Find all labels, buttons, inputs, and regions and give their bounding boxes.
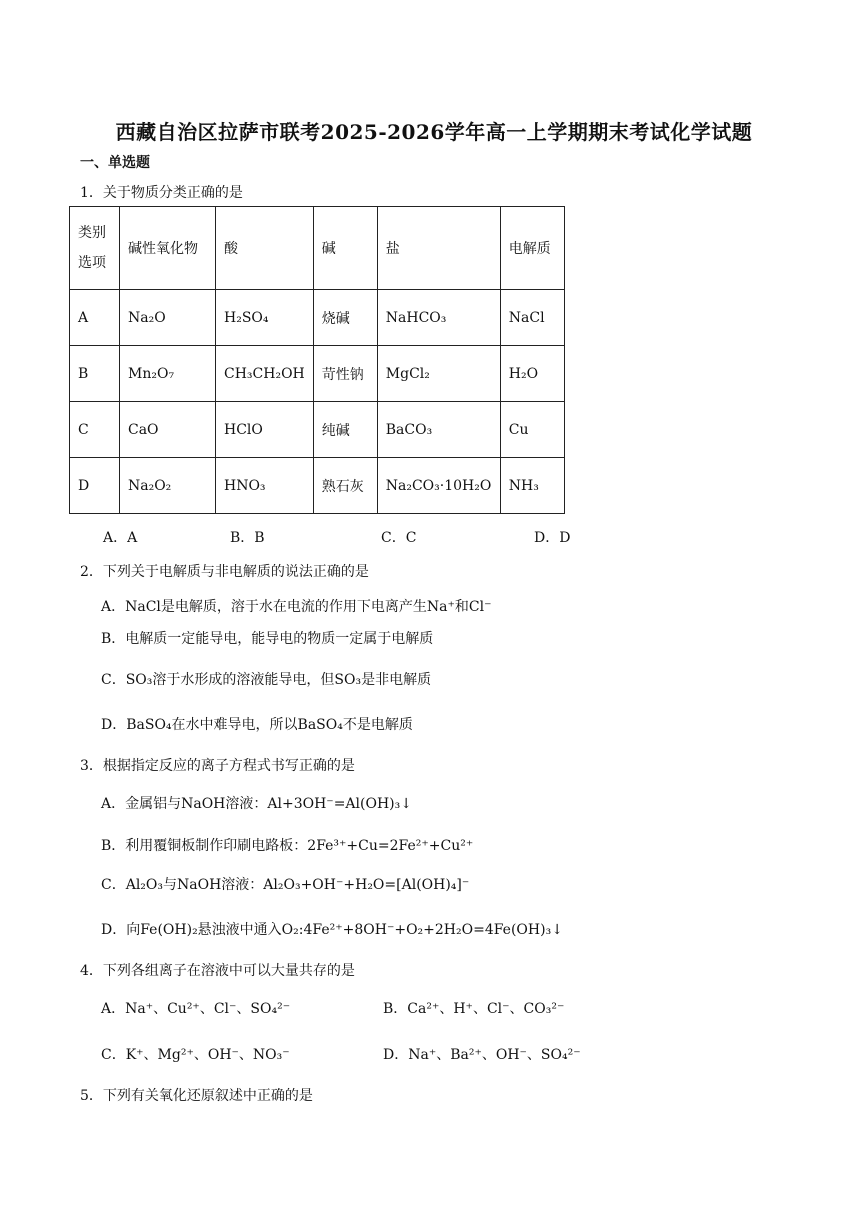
table-row xyxy=(70,402,565,458)
corner-top-label: 类别 xyxy=(78,225,106,241)
question-1-option-d[interactable]: D．D xyxy=(534,530,571,546)
question-3-option-b[interactable]: B．利用覆铜板制作印刷电路板：2Fe³⁺+Cu=2Fe²⁺+Cu²⁺ xyxy=(101,838,474,854)
question-1-option-b[interactable]: B．B xyxy=(230,530,265,546)
table-cell: A xyxy=(70,290,120,346)
table-cell: NaCl xyxy=(500,290,564,346)
question-1-option-a[interactable]: A．A xyxy=(103,530,138,546)
table-row xyxy=(70,346,565,402)
table-cell: Na₂CO₃·10H₂O xyxy=(377,458,500,514)
table-cell: 苛性钠 xyxy=(313,346,377,402)
table-cell: NaHCO₃ xyxy=(377,290,500,346)
question-2-stem: 2．下列关于电解质与非电解质的说法正确的是 xyxy=(80,564,369,580)
question-1-option-c[interactable]: C．C xyxy=(381,530,417,546)
table-cell: C xyxy=(70,402,120,458)
table-header-cell: 碱性氧化物 xyxy=(120,207,216,290)
table-corner-cell xyxy=(70,207,120,290)
table-header-cell: 酸 xyxy=(216,207,314,290)
question-4-option-c[interactable]: C．K⁺、Mg²⁺、OH⁻、NO₃⁻ xyxy=(101,1047,290,1063)
section-heading: 一、单选题 xyxy=(80,155,150,171)
table-header-cell: 电解质 xyxy=(500,207,564,290)
question-4-option-b[interactable]: B．Ca²⁺、H⁺、Cl⁻、CO₃²⁻ xyxy=(383,1001,565,1017)
question-2-option-c[interactable]: C．SO₃溶于水形成的溶液能导电，但SO₃是非电解质 xyxy=(101,672,432,688)
table-cell: MgCl₂ xyxy=(377,346,500,402)
table-cell: Na₂O xyxy=(120,290,216,346)
table-cell: CH₃CH₂OH xyxy=(216,346,314,402)
page-title: 西藏自治区拉萨市联考2025-2026学年高一上学期期末考试化学试题 xyxy=(115,120,753,144)
question-1-stem: 1．关于物质分类正确的是 xyxy=(80,185,243,201)
table-cell: 烧碱 xyxy=(313,290,377,346)
table-cell: H₂SO₄ xyxy=(216,290,314,346)
classification-table xyxy=(69,206,565,514)
table-cell: CaO xyxy=(120,402,216,458)
table-cell: HClO xyxy=(216,402,314,458)
table-row xyxy=(70,458,565,514)
question-3-option-c[interactable]: C．Al₂O₃与NaOH溶液：Al₂O₃+OH⁻+H₂O=[Al(OH)₄]⁻ xyxy=(101,877,470,893)
question-4-stem: 4．下列各组离子在溶液中可以大量共存的是 xyxy=(80,963,355,979)
question-2-option-b[interactable]: B．电解质一定能导电，能导电的物质一定属于电解质 xyxy=(101,631,434,647)
table-row xyxy=(70,290,565,346)
table-cell: B xyxy=(70,346,120,402)
question-4-option-d[interactable]: D．Na⁺、Ba²⁺、OH⁻、SO₄²⁻ xyxy=(383,1047,581,1063)
table-header-row xyxy=(70,207,565,290)
question-2-option-a[interactable]: A．NaCl是电解质，溶于水在电流的作用下电离产生Na⁺和Cl⁻ xyxy=(101,599,492,615)
table-header-cell: 碱 xyxy=(313,207,377,290)
table-cell: D xyxy=(70,458,120,514)
table-cell: NH₃ xyxy=(500,458,564,514)
table-cell: 纯碱 xyxy=(313,402,377,458)
question-3-stem: 3．根据指定反应的离子方程式书写正确的是 xyxy=(80,758,355,774)
table-cell: H₂O xyxy=(500,346,564,402)
table-cell: HNO₃ xyxy=(216,458,314,514)
corner-bottom-label: 选项 xyxy=(78,255,106,271)
table-cell: Mn₂O₇ xyxy=(120,346,216,402)
table-cell: Cu xyxy=(500,402,564,458)
table-cell: BaCO₃ xyxy=(377,402,500,458)
question-2-option-d[interactable]: D．BaSO₄在水中难导电，所以BaSO₄不是电解质 xyxy=(101,717,413,733)
question-4-option-a[interactable]: A．Na⁺、Cu²⁺、Cl⁻、SO₄²⁻ xyxy=(101,1001,291,1017)
question-3-option-d[interactable]: D．向Fe(OH)₂悬浊液中通入O₂:4Fe²⁺+8OH⁻+O₂+2H₂O=4Fe(OH)₃↓ xyxy=(101,922,563,938)
question-5-stem: 5．下列有关氧化还原叙述中正确的是 xyxy=(80,1088,313,1104)
table-header-cell: 盐 xyxy=(377,207,500,290)
question-3-option-a[interactable]: A．金属铝与NaOH溶液：Al+3OH⁻=Al(OH)₃↓ xyxy=(101,796,412,812)
table-cell: 熟石灰 xyxy=(313,458,377,514)
table-cell: Na₂O₂ xyxy=(120,458,216,514)
